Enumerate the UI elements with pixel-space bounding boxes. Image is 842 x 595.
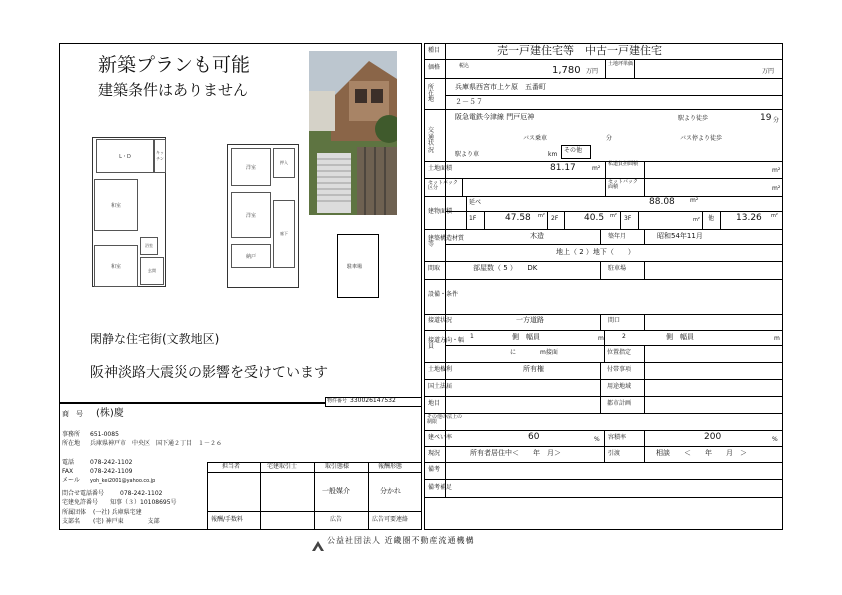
road2-text: 側 幅員 bbox=[666, 333, 694, 341]
floor-plan-2f bbox=[223, 140, 303, 290]
walk-unit: 分 bbox=[773, 117, 780, 124]
bcr-label: 建ぺい率 bbox=[428, 434, 453, 441]
price-label: 価格 bbox=[428, 64, 441, 71]
road1-no: 1 bbox=[470, 333, 474, 340]
road-contact: に m接面 bbox=[510, 349, 558, 356]
mode-value: 一般媒介 bbox=[322, 487, 350, 495]
far-unit: % bbox=[772, 436, 778, 443]
branch: (宅) 神戸東 支部 bbox=[93, 518, 160, 525]
road1-text: 側 幅員 bbox=[512, 333, 540, 341]
floor-plan-1f bbox=[88, 133, 170, 290]
room-kitchen: キッチン bbox=[154, 139, 166, 173]
tel-label: 電話 bbox=[62, 459, 75, 466]
road1-unit: m bbox=[598, 335, 604, 342]
road2-no: 2 bbox=[622, 333, 626, 340]
contact-tel: 078-242-1102 bbox=[120, 490, 163, 497]
footer-organization: 公益社団法人 近畿圏不動産流通機構 bbox=[327, 536, 475, 545]
bcr-unit: % bbox=[594, 436, 600, 443]
ad-value: 広告可要連絡 bbox=[372, 516, 409, 523]
other-area-label: 他 bbox=[708, 215, 715, 222]
note-earthquake: 阪神淡路大震災の影響を受けています bbox=[90, 365, 328, 381]
built-label: 築年月 bbox=[608, 233, 627, 240]
attached-label: 付帯事項 bbox=[607, 366, 632, 373]
price-per-label: 土地坪単価 bbox=[608, 61, 634, 67]
other-label: その他 bbox=[564, 147, 583, 154]
road-status-value: 一方道路 bbox=[516, 316, 544, 324]
transport-label: 交通状況 bbox=[428, 127, 435, 154]
f1-label: 1F bbox=[469, 215, 477, 222]
f2-area: 40.5 bbox=[584, 213, 605, 223]
office-label: 事務所 bbox=[62, 431, 81, 438]
road-status-label: 接道状況 bbox=[428, 317, 453, 324]
property-type: 売一戸建住宅等 中古一戸建住宅 bbox=[497, 44, 662, 57]
setback-area-label: セットバック面積 bbox=[608, 179, 638, 190]
setback-unit: m² bbox=[772, 185, 781, 192]
office-postal: 651-0085 bbox=[90, 431, 119, 438]
fee-label: 報酬形態 bbox=[378, 463, 403, 470]
private-road-unit: m² bbox=[772, 167, 781, 174]
address: 兵庫県神戸市 中央区 国下通２丁目 １－２６ bbox=[90, 440, 223, 447]
bus-unit: 分 bbox=[606, 135, 613, 142]
land-right-value: 所有権 bbox=[523, 365, 544, 373]
contact-tel-label: 問合せ電話番号 bbox=[62, 490, 105, 497]
room-nando: 納戸 bbox=[231, 244, 271, 268]
f2-label: 2F bbox=[551, 215, 559, 222]
total-unit: m² bbox=[690, 197, 699, 204]
branch-label: 支部名 bbox=[62, 518, 81, 525]
room-ld: L・D bbox=[96, 139, 154, 173]
room-corridor: 廊下 bbox=[273, 200, 295, 268]
fax: 078-242-1109 bbox=[90, 468, 133, 475]
land-area: 81.17 bbox=[550, 163, 576, 173]
house-photo bbox=[309, 51, 397, 215]
far-value: 200 bbox=[704, 432, 722, 442]
f2-unit: m² bbox=[610, 213, 617, 219]
tel: 078-242-1102 bbox=[90, 459, 133, 466]
f1-area: 47.58 bbox=[505, 213, 531, 223]
road-designation-label: 位置指定 bbox=[607, 349, 632, 356]
structure-label: 建築構造材質等 bbox=[428, 235, 465, 248]
km-unit: km bbox=[548, 151, 558, 158]
commission-label: 報酬/手数料 bbox=[211, 516, 244, 523]
room-yoshitsu-2: 洋室 bbox=[231, 192, 271, 238]
remarks-supplement-label: 備考補足 bbox=[428, 484, 453, 491]
bus-stop-label: バス停より徒歩 bbox=[680, 135, 723, 142]
land-area-unit: m² bbox=[592, 165, 601, 172]
from-station: 駅より車 bbox=[455, 151, 480, 158]
road-dir-label: 接道方向・幅員 bbox=[428, 337, 465, 350]
layout-label: 間取 bbox=[428, 265, 441, 272]
land-right-label: 土地権利 bbox=[428, 366, 453, 373]
building-area-label: 建物面積 bbox=[428, 208, 453, 215]
mode-label: 取引態様 bbox=[325, 463, 350, 470]
fax-label: FAX bbox=[62, 468, 74, 475]
layout-value: 部屋数（ 5 ） DK bbox=[473, 264, 538, 272]
equipment-label: 設備・条件 bbox=[428, 291, 459, 298]
f1-unit: m² bbox=[538, 213, 545, 219]
fee-value: 分かれ bbox=[380, 487, 401, 495]
total-area: 88.08 bbox=[649, 197, 675, 207]
station: 阪急電鉄今津線 門戸厄神 bbox=[455, 113, 535, 121]
price-tax-label: 税込 bbox=[459, 63, 470, 69]
location-label: 所在地 bbox=[428, 84, 435, 103]
frontage-label: 間口 bbox=[608, 317, 621, 324]
price-per-unit: 万円 bbox=[762, 68, 775, 75]
use-zone-label: 用途地域 bbox=[607, 383, 632, 390]
room-washitsu-1: 和室 bbox=[94, 179, 138, 231]
location-line1: 兵庫県西宮市上ケ原 五番町 bbox=[455, 83, 546, 91]
built-value: 昭和54年11月 bbox=[657, 232, 703, 240]
walk-label: 駅より徒歩 bbox=[678, 115, 709, 122]
room-entrance: 玄関 bbox=[140, 257, 164, 285]
parking-label: 駐車場 bbox=[347, 264, 363, 270]
status-value: 所有者居住中＜ 年 月＞ bbox=[470, 449, 561, 457]
ad-label: 広告 bbox=[330, 516, 343, 523]
type-label: 種目 bbox=[428, 47, 441, 54]
mail[interactable]: yoh_kei2001@yahoo.co.jp bbox=[90, 478, 156, 484]
chimoku-label: 地目 bbox=[428, 400, 441, 407]
headline-no-conditions: 建築条件はありません bbox=[98, 81, 249, 99]
footer-logo-icon bbox=[312, 536, 324, 546]
room-bath: 浴室 bbox=[140, 237, 158, 255]
price-value: 1,780 bbox=[552, 65, 581, 76]
other-restrictions-label: その他の法上の制限 bbox=[427, 414, 463, 425]
headline-new-plan: 新築プランも可能 bbox=[98, 54, 251, 76]
room-washitsu-2: 和室 bbox=[94, 245, 138, 287]
delivery-value: 相談 ＜ 年 月 ＞ bbox=[656, 449, 747, 457]
trade-name-label: 商 号 bbox=[62, 410, 83, 418]
parking-status-label: 駐車場 bbox=[608, 265, 627, 272]
transaction-label: 宅建取引士 bbox=[267, 463, 298, 470]
parking-lot-box bbox=[337, 234, 379, 298]
f3-unit: m² bbox=[693, 217, 700, 223]
room-closet: 押入 bbox=[273, 148, 295, 178]
note-quiet-neighborhood: 閑静な住宅街(文教地区) bbox=[90, 332, 220, 346]
land-law-label: 国土法届 bbox=[428, 383, 453, 390]
license: 知事（３）10108695号 bbox=[110, 499, 177, 506]
price-unit: 万円 bbox=[586, 68, 599, 75]
reg-no-label: 物件番号 bbox=[327, 398, 348, 404]
assoc-label: 所属団体 bbox=[62, 509, 87, 516]
structure-value: 木造 bbox=[530, 232, 544, 240]
total-label: 延べ bbox=[469, 199, 482, 206]
room-yoshitsu-1: 洋室 bbox=[231, 148, 271, 186]
address-label: 所在地 bbox=[62, 440, 81, 447]
setback-label: セットバック区分 bbox=[428, 180, 458, 191]
status-label: 現況 bbox=[428, 450, 441, 457]
assoc: (一社) 兵庫県宅建 bbox=[93, 509, 142, 516]
road2-unit: m bbox=[774, 335, 780, 342]
mail-label: メール bbox=[62, 477, 80, 484]
private-road-label: 私道負担面積 bbox=[608, 161, 639, 167]
location-line2: ２－５７ bbox=[455, 98, 483, 106]
delivery-label: 引渡 bbox=[608, 450, 621, 457]
floors-value: 地上（ 2 ）地下（ ） bbox=[556, 248, 635, 256]
trade-name: (株)慶 bbox=[96, 408, 124, 419]
remarks-label: 備考 bbox=[428, 466, 441, 473]
license-label: 宅建免許番号 bbox=[62, 499, 99, 506]
other-area-unit: m² bbox=[771, 213, 778, 219]
person-label: 担当者 bbox=[222, 463, 241, 470]
f3-label: 3F bbox=[624, 215, 632, 222]
bus-label: バス乗車 bbox=[523, 135, 548, 142]
bcr-value: 60 bbox=[528, 432, 540, 442]
city-plan-label: 都市計画 bbox=[607, 400, 632, 407]
reg-no: 330026147532 bbox=[350, 397, 396, 404]
walk-minutes: 19 bbox=[760, 113, 772, 123]
land-area-label: 土地面積 bbox=[428, 165, 453, 172]
far-label: 容積率 bbox=[608, 434, 627, 441]
other-area: 13.26 bbox=[736, 213, 762, 223]
